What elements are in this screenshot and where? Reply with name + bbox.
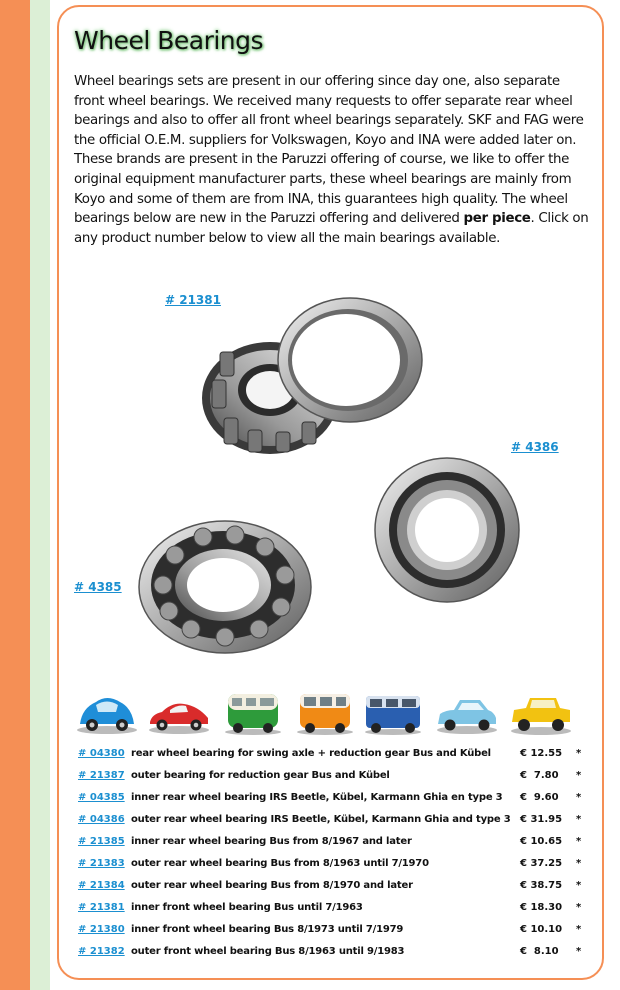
table-row xyxy=(76,811,596,833)
image-link-roller[interactable]: # 4386 xyxy=(511,440,559,454)
car-thing-yellow-icon xyxy=(510,688,572,736)
car-bus-green-icon xyxy=(222,688,284,736)
product-price: € 37.25 xyxy=(520,858,563,869)
product-number-link[interactable]: # 21385 xyxy=(78,836,125,847)
product-price: € 31.95 xyxy=(520,814,563,825)
table-row xyxy=(76,789,596,811)
image-link-ball[interactable]: # 4385 xyxy=(74,580,122,594)
product-price: € 10.65 xyxy=(520,836,563,847)
product-description: inner front wheel bearing Bus 8/1973 until 7/1979 xyxy=(131,924,404,935)
product-description: outer bearing for reduction gear Bus and Kübel xyxy=(131,770,390,781)
table-row xyxy=(76,767,596,789)
product-price: € 38.75 xyxy=(520,880,563,891)
table-row xyxy=(76,921,596,943)
tapered-cup-ring xyxy=(278,298,422,422)
left-orange-strip xyxy=(0,0,30,990)
product-description: outer rear wheel bearing IRS Beetle, Kübel, Karmann Ghia and type 3 xyxy=(131,814,511,825)
ball-bearing-rings xyxy=(139,521,311,653)
product-number-link[interactable]: # 21381 xyxy=(78,902,125,913)
product-number-link[interactable]: # 21383 xyxy=(78,858,125,869)
product-description: rear wheel bearing for swing axle + reduction gear Bus and Kübel xyxy=(131,748,491,759)
product-mark: * xyxy=(576,814,582,825)
product-price: € 10.10 xyxy=(520,924,563,935)
left-green-strip xyxy=(30,0,50,990)
product-description: outer rear wheel bearing Bus from 8/1970 and later xyxy=(131,880,413,891)
tapered-bearing-image[interactable] xyxy=(190,290,440,460)
car-beetle-blue-icon xyxy=(76,688,138,736)
product-list xyxy=(76,745,596,965)
product-price: € 18.30 xyxy=(520,902,563,913)
product-price: € 9.60 xyxy=(520,792,559,803)
table-row xyxy=(76,877,596,899)
car-bus-orange-icon xyxy=(294,688,356,736)
product-mark: * xyxy=(576,792,582,803)
product-description: outer front wheel bearing Bus 8/1963 until 9/1983 xyxy=(131,946,405,957)
car-type3-lightblue-icon xyxy=(436,688,498,736)
table-row xyxy=(76,899,596,921)
product-description: inner rear wheel bearing IRS Beetle, Kübel, Karmann Ghia en type 3 xyxy=(131,792,503,803)
vehicle-icons-row xyxy=(76,688,586,740)
page-title: Wheel Bearings xyxy=(74,26,264,55)
intro-paragraph xyxy=(74,72,589,248)
product-number-link[interactable]: # 04385 xyxy=(78,792,125,803)
product-mark: * xyxy=(576,770,582,781)
intro-text-bold: per piece xyxy=(463,211,531,227)
product-mark: * xyxy=(576,858,582,869)
product-mark: * xyxy=(576,902,582,913)
ball-bearing-image[interactable] xyxy=(135,515,315,655)
table-row xyxy=(76,943,596,965)
product-description: inner rear wheel bearing Bus from 8/1967 and later xyxy=(131,836,412,847)
table-row xyxy=(76,833,596,855)
product-mark: * xyxy=(576,880,582,891)
intro-text-start: Wheel bearings sets are present in our offering since day one, also separate front wheel bearings. We received many requests to offer separate rear wheel bearings and also to offer all front wheel bearings separately. SKF and FAG were the official O.E.M. suppliers for Volkswagen, Koyo and INA were added later on. These brands are present in the Paruzzi offering of course, we like to offer the original equipment manufacturer parts, these wheel bearings are mainly from Koyo and some of them are from INA, this guarantees high quality. The wheel bearings below are new in the Paruzzi offering and delivered xyxy=(74,74,584,227)
product-number-link[interactable]: # 21380 xyxy=(78,924,125,935)
product-number-link[interactable]: # 21384 xyxy=(78,880,125,891)
product-price: € 7.80 xyxy=(520,770,559,781)
product-mark: * xyxy=(576,748,582,759)
roller-outer-ring xyxy=(375,458,519,602)
roller-bearing-image[interactable] xyxy=(372,455,522,605)
car-bus-blue-icon xyxy=(362,688,424,736)
product-number-link[interactable]: # 21387 xyxy=(78,770,125,781)
image-link-tapered[interactable]: # 21381 xyxy=(165,293,221,307)
product-mark: * xyxy=(576,924,582,935)
product-number-link[interactable]: # 21382 xyxy=(78,946,125,957)
product-number-link[interactable]: # 04386 xyxy=(78,814,125,825)
intro-text-end: . Click on any product number below to view all the main bearings available. xyxy=(74,211,589,246)
product-number-link[interactable]: # 04380 xyxy=(78,748,125,759)
product-description: inner front wheel bearing Bus until 7/1963 xyxy=(131,902,363,913)
product-description: outer rear wheel bearing Bus from 8/1963 until 7/1970 xyxy=(131,858,429,869)
table-row xyxy=(76,745,596,767)
product-price: € 8.10 xyxy=(520,946,559,957)
product-price: € 12.55 xyxy=(520,748,563,759)
car-karmann-ghia-red-icon xyxy=(148,688,210,736)
table-row xyxy=(76,855,596,877)
product-mark: * xyxy=(576,836,582,847)
product-mark: * xyxy=(576,946,582,957)
